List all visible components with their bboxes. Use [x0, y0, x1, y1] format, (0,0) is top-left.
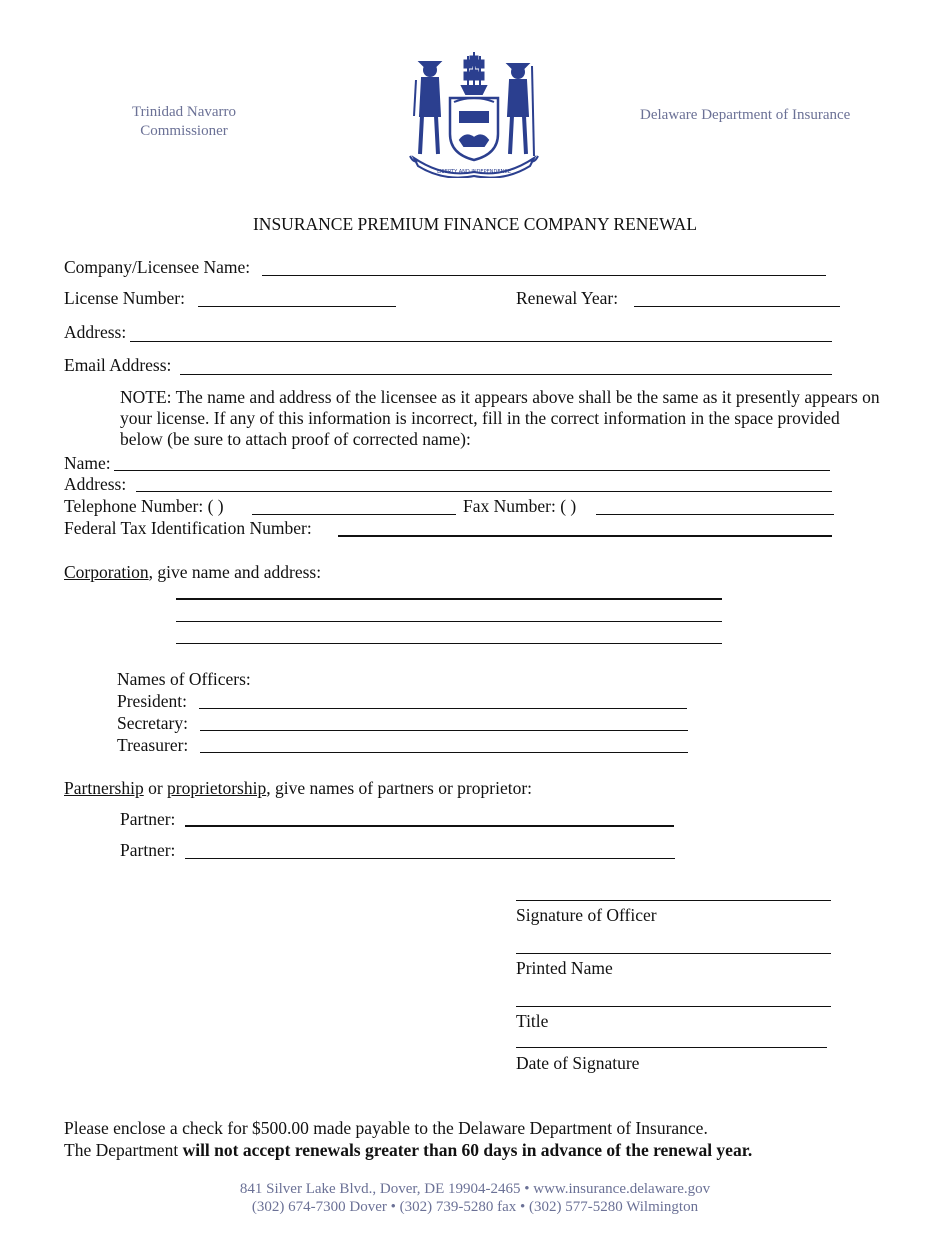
treasurer-label: Treasurer:	[117, 735, 189, 755]
corporation-line-2[interactable]	[176, 621, 722, 622]
partner-2-label: Partner:	[120, 840, 176, 860]
telephone-line[interactable]	[252, 514, 456, 515]
closing-line-2-bold: will not accept renewals greater than 60 days in advance of the renewal year.	[182, 1140, 753, 1160]
partnership-or: or	[143, 778, 168, 798]
tax-id-line[interactable]	[338, 535, 832, 537]
seal-motto: LIBERTY AND INDEPENDENCE	[437, 169, 511, 175]
note-text: NOTE: The name and address of the licensee as it appears above shall be the same as it presently appears on your license. If any of this information is incorrect, fill in the correct information in the space provided below (be sure to attach proof of corrected name):	[120, 387, 880, 449]
email-label: Email Address:	[64, 355, 172, 375]
date-label: Date of Signature	[516, 1053, 640, 1073]
printed-name-label: Printed Name	[516, 958, 613, 978]
correction-address-label: Address:	[64, 474, 127, 494]
email-line[interactable]	[180, 374, 832, 375]
proprietorship-word: proprietorship	[167, 778, 267, 798]
correction-name-line[interactable]	[114, 470, 830, 471]
telephone-label: Telephone Number: ( )	[64, 496, 224, 516]
treasurer-line[interactable]	[200, 752, 688, 753]
address-line[interactable]	[130, 341, 832, 342]
correction-name-label: Name:	[64, 453, 111, 473]
title-label: Title	[516, 1011, 549, 1031]
renewal-year-line[interactable]	[634, 306, 840, 307]
partnership-label	[64, 778, 532, 799]
partner-1-line[interactable]	[185, 825, 674, 827]
corporation-line-1[interactable]	[176, 598, 722, 600]
closing-line-2	[64, 1140, 752, 1161]
renewal-year-label: Renewal Year:	[516, 288, 619, 308]
title-line[interactable]	[516, 1006, 831, 1007]
department-name: Delaware Department of Insurance	[640, 107, 851, 123]
company-name-label: Company/Licensee Name:	[64, 257, 251, 277]
closing-line-2-plain: The Department	[64, 1140, 183, 1160]
president-line[interactable]	[199, 708, 687, 709]
fax-label: Fax Number: ( )	[463, 496, 577, 516]
officers-heading: Names of Officers:	[117, 669, 251, 689]
delaware-seal-icon	[404, 46, 544, 178]
secretary-line[interactable]	[200, 730, 688, 731]
partner-1-label: Partner:	[120, 809, 176, 829]
address-label: Address:	[64, 322, 127, 342]
correction-address-line[interactable]	[136, 491, 832, 492]
signature-officer-line[interactable]	[516, 900, 831, 901]
footer-phones: (302) 674-7300 Dover • (302) 739-5280 fax • (302) 577-5280 Wilmington	[251, 1199, 699, 1215]
president-label: President:	[117, 691, 187, 711]
company-name-line[interactable]	[262, 275, 826, 276]
commissioner-block	[110, 103, 258, 141]
partnership-label-rest: , give names of partners or proprietor:	[266, 778, 533, 798]
date-line[interactable]	[516, 1047, 827, 1048]
commissioner-title: Commissioner	[140, 123, 228, 139]
fax-line[interactable]	[596, 514, 834, 515]
corporation-label	[64, 562, 321, 583]
signature-officer-label: Signature of Officer	[516, 905, 657, 925]
corporation-line-3[interactable]	[176, 643, 722, 644]
footer-address: 841 Silver Lake Blvd., Dover, DE 19904-2465 • www.insurance.delaware.gov	[239, 1181, 711, 1197]
partner-2-line[interactable]	[185, 858, 675, 859]
license-number-line[interactable]	[198, 306, 396, 307]
tax-id-label: Federal Tax Identification Number:	[64, 518, 312, 538]
commissioner-name: Trinidad Navarro	[131, 104, 236, 120]
license-number-label: License Number:	[64, 288, 185, 308]
corporation-label-underlined: Corporation	[64, 562, 149, 582]
closing-line-1: Please enclose a check for $500.00 made payable to the Delaware Department of Insurance.	[64, 1118, 708, 1138]
printed-name-line[interactable]	[516, 953, 831, 954]
secretary-label: Secretary:	[117, 713, 188, 733]
corporation-label-rest: , give name and address:	[148, 562, 322, 582]
partnership-word: Partnership	[64, 778, 144, 798]
form-title: INSURANCE PREMIUM FINANCE COMPANY RENEWAL	[252, 214, 698, 234]
